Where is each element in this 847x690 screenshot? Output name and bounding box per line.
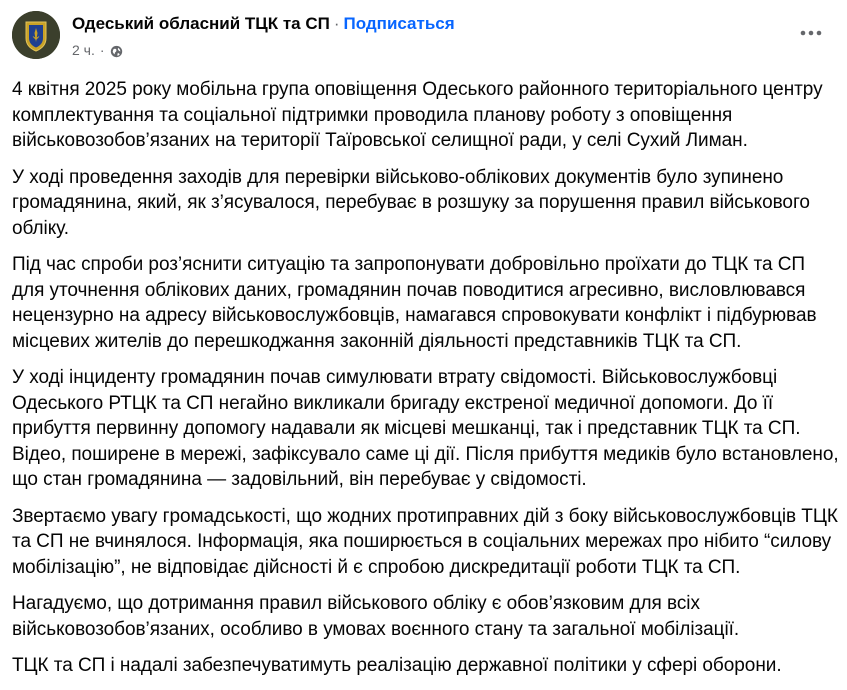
more-dots-icon [800, 30, 822, 36]
post-paragraph: 4 квітня 2025 року мобільна група оповіщення Одеського районного територіального центру комплектування та соціальної підтримки проводила планову роботу з оповіщення військовозобов’язаних на території Таїровської селищної ради, у селі Сухий Лиман. [12, 79, 823, 151]
post-timestamp[interactable]: 2 ч. [72, 42, 95, 58]
title-row [72, 13, 455, 35]
page-avatar[interactable] [12, 11, 60, 59]
post-subinfo [72, 41, 455, 59]
page-name-link[interactable]: Одеський обласний ТЦК та СП [72, 14, 330, 33]
subinfo-separator: · [99, 42, 105, 58]
post-paragraph: ТЦК та СП і надалі забезпечуватимуть реалізацію державної політики у сфері оборони. [12, 655, 782, 676]
emblem-icon [12, 11, 60, 59]
post-body [12, 77, 840, 690]
more-options-button[interactable] [797, 19, 825, 47]
post-paragraph: У ході проведення заходів для перевірки військово-облікових документів було зупинено громадянина, який, як з’ясувалося, перебуває в розшуку за порушення правил військового обліку. [12, 166, 810, 239]
post-paragraph: Звертаємо увагу громадськості, що жодних протиправних дій з боку військовослужбовців ТЦК та СП не вчинялося. Інформація, яка поширюється в соціальних мережах про нібито “силову мобілізацію”, не відповідає дійсності й є спробою дискредитації роботи ТЦК та СП. [12, 505, 838, 578]
subscribe-button[interactable]: Подписаться [343, 14, 455, 33]
title-separator: · [333, 14, 340, 33]
post-paragraph: Нагадуємо, що дотримання правил військового обліку є обов’язковим для всіх військовозобов’язаних, особливо в умовах воєнного стану та загальної мобілізації. [12, 593, 740, 640]
post-paragraph: У ході інциденту громадянин почав симулювати втрату свідомості. Військовослужбовці Одеського РТЦК та СП негайно викликали бригаду екстреної медичної допомоги. До її прибуття первинну допомогу надавали як місцеві мешканці, так і представник ТЦК та СП. Відео, поширене в мережі, зафіксувало саме ці дії. Після прибуття медиків було встановлено, що стан громадянина — задовільний, він перебуває у свідомості. [12, 367, 839, 490]
post-paragraph: Під час спроби роз’яснити ситуацію та запропонувати добровільно проїхати до ТЦК та СП для уточнення облікових даних, громадянин почав поводитися агресивно, висловлювався нецензурно на адресу військовослужбовців, намагався спровокувати конфлікт і підбурював місцевих жителів до перешкоджання законній діяльності представників ТЦК та СП. [12, 254, 817, 352]
post-meta [72, 13, 455, 59]
globe-icon[interactable] [110, 44, 123, 57]
post-header [12, 11, 835, 65]
